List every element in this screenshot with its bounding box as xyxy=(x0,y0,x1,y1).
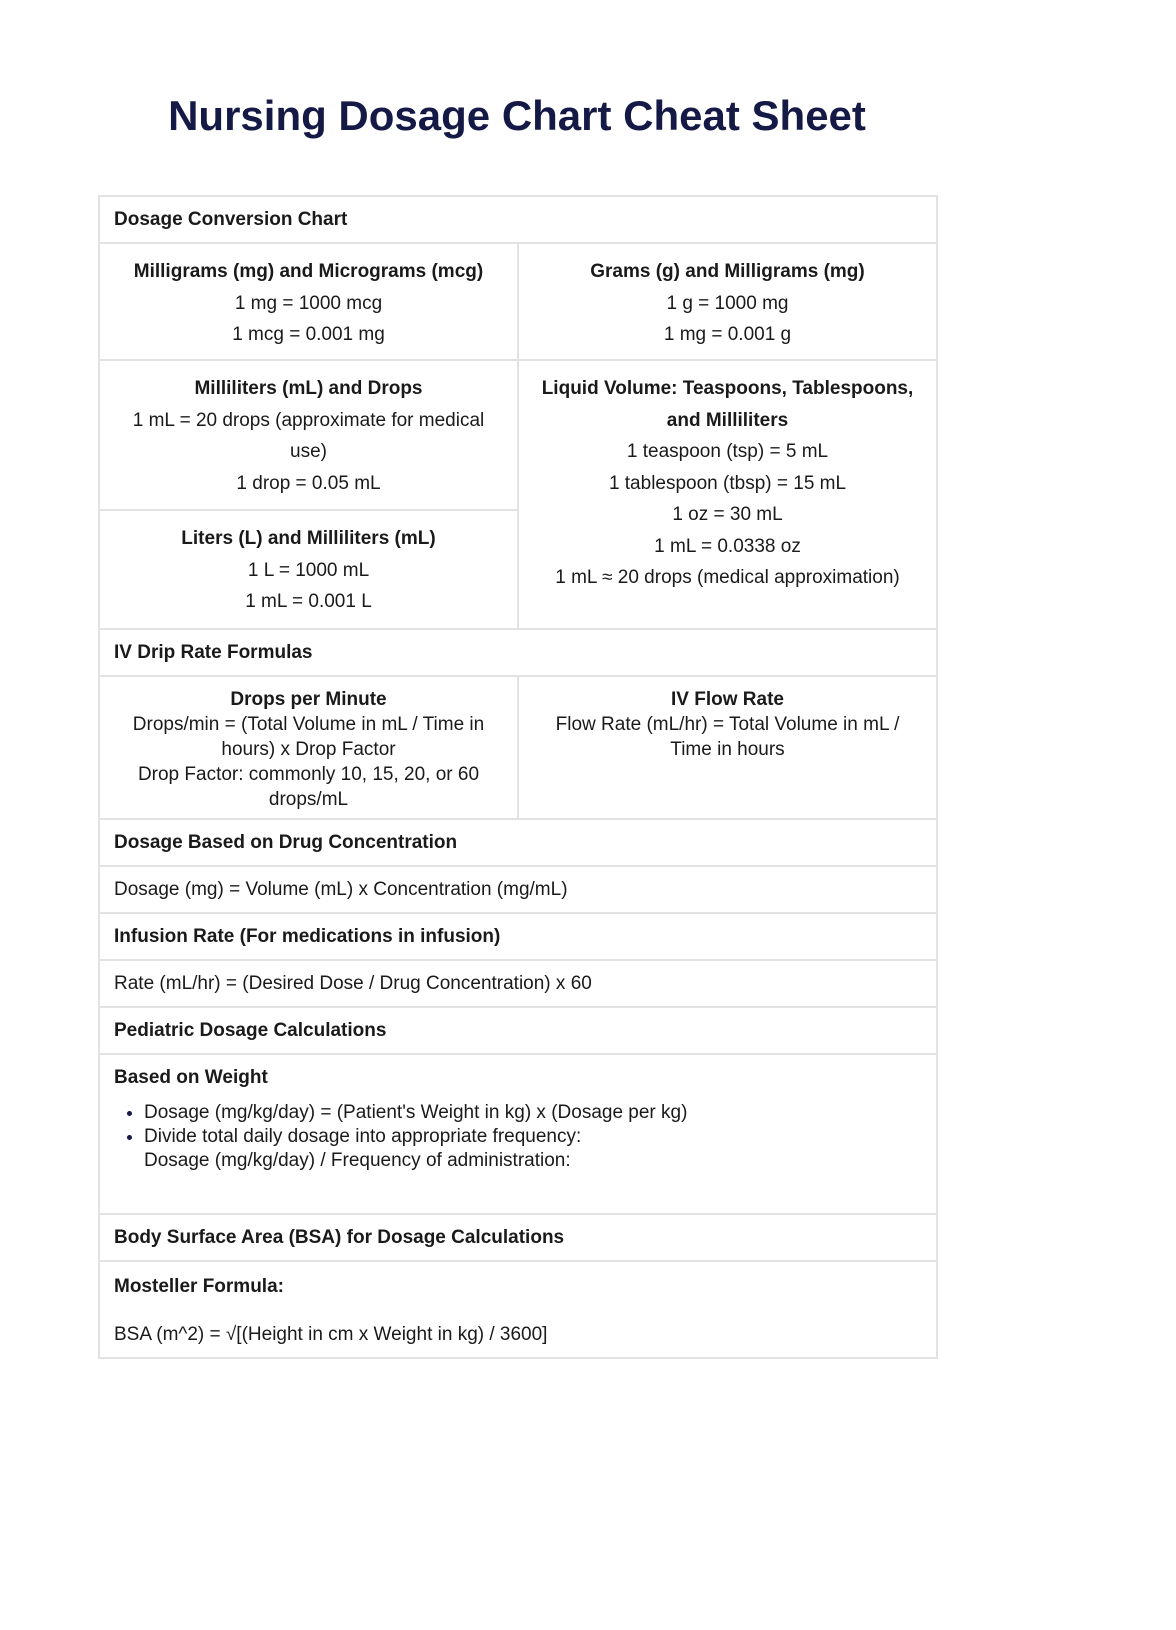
cell-line: 1 tablespoon (tbsp) = 15 mL xyxy=(608,472,847,494)
cell-line: 1 mL = 0.0338 oz xyxy=(654,535,801,557)
bsa-cell xyxy=(99,1261,937,1358)
cell-line: 1 teaspoon (tsp) = 5 mL xyxy=(626,441,829,462)
subheading: Based on Weight xyxy=(114,1067,268,1088)
cell-line: Drop Factor: commonly 10, 15, 20, or 60 drops/mL xyxy=(137,764,480,810)
cell-line: 1 drop = 0.05 mL xyxy=(236,472,381,494)
cell-title: Liquid Volume: Teaspoons, Tablespoons, and Milliliters xyxy=(541,378,914,431)
section-heading: Body Surface Area (BSA) for Dosage Calculations xyxy=(99,1214,937,1261)
cell-title: Milligrams (mg) and Micrograms (mcg) xyxy=(133,261,484,282)
liquid-volume-cell xyxy=(518,360,937,629)
section-heading: Pediatric Dosage Calculations xyxy=(99,1007,937,1054)
cell-title: Grams (g) and Milligrams (mg) xyxy=(590,261,865,282)
section-heading: Infusion Rate (For medications in infusion) xyxy=(99,913,937,960)
list-item xyxy=(144,1125,922,1173)
cell-line: Drops/min = (Total Volume in mL / Time in hours) x Drop Factor xyxy=(132,714,485,760)
cell-title: Liters (L) and Milliliters (mL) xyxy=(181,528,436,549)
dosage-table xyxy=(98,195,938,1359)
formula: BSA (m^2) = √[(Height in cm x Weight in kg) / 3600] xyxy=(114,1324,548,1345)
cell-title: Milliliters (mL) and Drops xyxy=(194,378,423,399)
mg-mcg-cell xyxy=(99,243,518,360)
section-heading: Dosage Based on Drug Concentration xyxy=(99,819,937,866)
g-mg-cell xyxy=(518,243,937,360)
cell-line: 1 mg = 0.001 g xyxy=(663,324,792,345)
cell-title: Drops per Minute xyxy=(230,689,387,710)
cell-line: 1 oz = 30 mL xyxy=(672,504,783,525)
iv-flow-rate-cell xyxy=(518,676,937,819)
list-item: • Dosage (mg/kg/day) = (Patient's Weight in kg) x (Dosage per kg) xyxy=(144,1101,922,1125)
cell-line: 1 L = 1000 mL xyxy=(247,559,370,581)
formula: Dosage (mg) = Volume (mL) x Concentration (mg/mL) xyxy=(99,866,937,913)
weight-list xyxy=(114,1101,922,1173)
cell-line: 1 mL = 0.001 L xyxy=(245,591,372,612)
ml-drops-cell xyxy=(99,360,518,510)
list-item-line: Dosage (mg/kg/day) / Frequency of administration: xyxy=(144,1150,571,1171)
list-item-line: Divide total daily dosage into appropriate frequency: xyxy=(144,1126,582,1147)
cell-line: Flow Rate (mL/hr) = Total Volume in mL / Time in hours xyxy=(555,714,900,760)
weight-based-cell xyxy=(99,1054,937,1214)
cell-title: IV Flow Rate xyxy=(671,689,784,710)
drops-per-minute-cell xyxy=(99,676,518,819)
cell-line: 1 mcg = 0.001 mg xyxy=(232,324,385,345)
section-heading: IV Drip Rate Formulas xyxy=(99,629,937,676)
subheading: Mosteller Formula: xyxy=(114,1276,284,1297)
cell-line: 1 mL ≈ 20 drops (medical approximation) xyxy=(555,567,900,588)
cell-line: 1 mg = 1000 mcg xyxy=(234,292,383,314)
formula: Rate (mL/hr) = (Desired Dose / Drug Concentration) x 60 xyxy=(99,960,937,1007)
cell-line: 1 g = 1000 mg xyxy=(666,292,789,314)
page-title: Nursing Dosage Chart Cheat Sheet xyxy=(168,92,866,139)
l-ml-cell xyxy=(99,510,518,629)
section-heading: Dosage Conversion Chart xyxy=(99,196,937,243)
cell-line: 1 mL = 20 drops (approximate for medical use) xyxy=(132,409,485,462)
